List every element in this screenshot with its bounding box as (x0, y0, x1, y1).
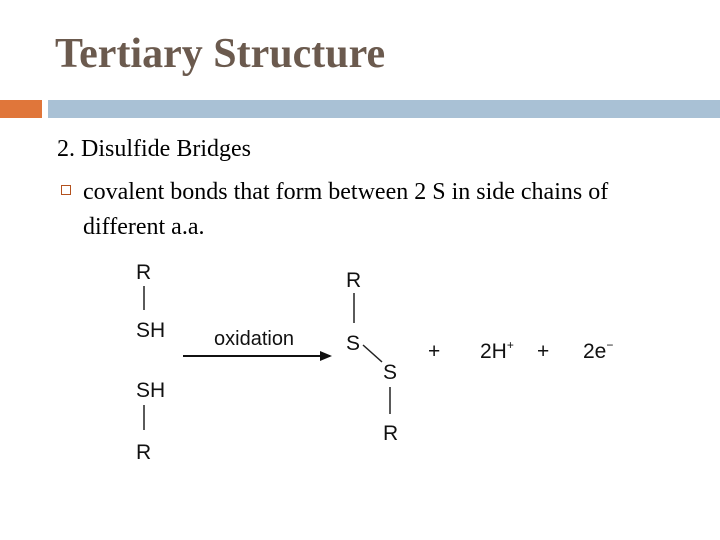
product-s2: S (383, 361, 398, 384)
hydrogen-ions: 2H+ (480, 338, 514, 363)
reactant-sh-top: SH (136, 319, 166, 342)
product-r-bottom: R (383, 422, 399, 445)
disulfide-bond-line (363, 345, 382, 362)
product-r-top: R (346, 269, 362, 292)
reactant-r-top: R (136, 261, 152, 284)
product-s1: S (346, 332, 361, 355)
slide-title: Tertiary Structure (55, 31, 386, 77)
reactant-r-bottom: R (136, 441, 152, 464)
electrons: 2e− (583, 338, 614, 363)
plus-sign: + (537, 340, 550, 363)
bullet-text: covalent bonds that form between 2 S in side chains of different a.a. (83, 179, 609, 240)
plus-sign: + (428, 340, 441, 363)
reactant-sh-bottom: SH (136, 379, 166, 402)
section-heading: 2. Disulfide Bridges (57, 136, 251, 162)
arrow-label: oxidation (214, 328, 295, 350)
